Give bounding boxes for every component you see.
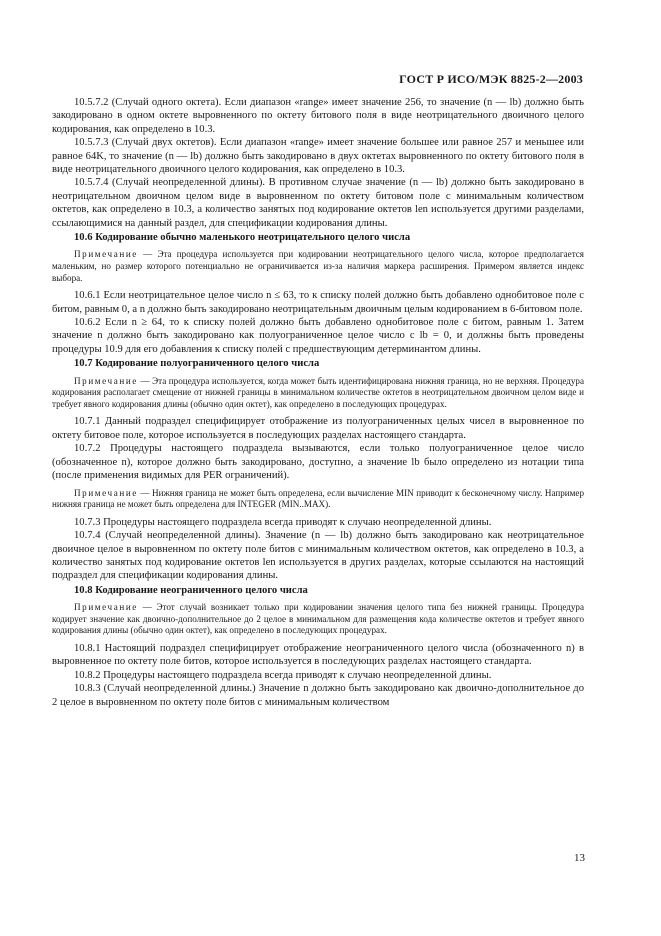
note [52,602,584,637]
note-label: Примечание [74,602,138,613]
paragraph: 10.5.7.2 (Случай одного октета). Если диапазон «range» имеет значение 256, то значение (n — lb) должно быть закодировано в одном октете выровненного по октету битового поля в виде неотрицательного двоичного целого кодирования, как определено в 10.3. [52,97,584,135]
note-text: — Эта процедура используется при кодировании неотрицательного целого числа, которое предполагается маленьким, но размер которого потенциально не ограничивается из-за наличия маркера расширения. Примером является индекс выбора. [52,249,584,283]
paragraph: 10.7.1 Данный подраздел специфицирует отображение из полуограниченных целых чисел в выровненное по октету битовое поле, которое используется в последующих разделах настоящего стандарта. [52,416,584,441]
section-heading: 10.8 Кодирование неограниченного целого числа [74,584,308,596]
page-number: 13 [574,852,585,864]
paragraph: 10.5.7.4 (Случай неопределенной длины). В противном случае значение (n — lb) должно быть закодировано в неотрицательном двоичном целом виде в выровненном по октету битовом поле с минимальным количеством октетов, как определено в 10.3, а количество занятых под кодирование октетов len используется другими разделами, ссылающимися на данный раздел, для спецификации кодирования длины. [52,177,584,229]
note-label: Примечание [74,249,138,260]
paragraph: 10.6.1 Если неотрицательное целое число n ≤ 63, то к списку полей должно быть добавлено однобитовое поле с битом, равным 0, а n должно быть закодировано неотрицательным двоичным целым кодированием в 6-битовом поле. [52,290,584,315]
note [52,376,584,411]
paragraph: 10.7.2 Процедуры настоящего подраздела вызываются, если только полуограниченное целое число (обозначенное n), которое должно быть закодировано, доступно, а значение lb было определено из нотации типа (после применения видимых для PER ограничений). [52,443,584,482]
paragraph: 10.8.3 (Случай неопределенной длины.) Значение n должно быть закодировано как двоично-дополнительное до 2 целое в выровненном по октету поле битов с минимальным количеством [52,683,584,708]
paragraph: 10.6.2 Если n ≥ 64, то к списку полей должно быть добавлено однобитовое поле с битом, равным 1. Затем значение n должно быть закодировано как полуограниченное целое число с lb = 0, и должны быть проведены процедуры 10.9 для его добавления к списку полей с предшествующим детерминантом длины. [52,317,584,355]
note-label: Примечание [74,487,138,498]
paragraph: 10.5.7.3 (Случай двух октетов). Если диапазон «range» имеет значение большее или равное 257 и меньшее или равное 64K, то значение (n — lb) должно быть закодировано в двух октетах выровненного по октету битового поля в виде неотрицательного двоичного целого кодирования, как определено в 10.3. [52,137,584,176]
section-heading: 10.7 Кодирование полуограниченного целого числа [74,358,320,370]
section-heading: 10.6 Кодирование обычно маленького неотрицательного целого числа [74,232,411,244]
paragraph: 10.8.2 Процедуры настоящего подраздела всегда приводят к случаю неопределенной длины. [74,669,492,681]
note-text: — Нижняя граница не может быть определена, если вычисление MIN приводит к бесконечному числу. Например нижняя граница не может быть определена для INTEGER (MIN..MAX). [52,487,584,510]
note-text: — Этот случай возникает только при кодировании значения целого типа без нижней границы. Процедура кодирует значение как двоично-дополнительное до 2 целое в минимальном для размещения кода количестве октетов и требует явного кодирования длины (обычно один октет), как определено в последующих процедурах. [52,602,584,636]
document-body [52,96,584,709]
page-header: ГОСТ Р ИСО/МЭК 8825-2—2003 [399,72,583,86]
note [52,249,584,284]
note [52,488,584,511]
paragraph: 10.7.3 Процедуры настоящего подраздела всегда приводят к случаю неопределенной длины. [74,516,492,528]
note-label: Примечание [74,375,138,386]
paragraph: 10.8.1 Настоящий подраздел специфицирует отображение неограниченного целого числа (обозначенного n) в выровненное по октету поле битов, которое используется в последующих разделах настоящего стандарта. [52,642,584,668]
paragraph: 10.7.4 (Случай неопределенной длины). Значение (n — lb) должно быть закодировано как неотрицательное двоичное целое в выровненном по октету поле битов с минимальным количеством октетов, как определено в 10.3, а количество занятых под кодирование октетов len используется в других разделах, которые ссылаются на настоящий подраздел для спецификации кодирования длины. [52,530,584,582]
note-text: — Эта процедура используется, когда может быть идентифицирована нижняя граница, но не верхняя. Процедура кодирования располагает смещение от нижней границы в минимальном количестве октетов в неотрицательном двоичном целом виде и требует явного кодирования длины (обычно один октет), как определено в последующих процедурах. [52,375,584,409]
